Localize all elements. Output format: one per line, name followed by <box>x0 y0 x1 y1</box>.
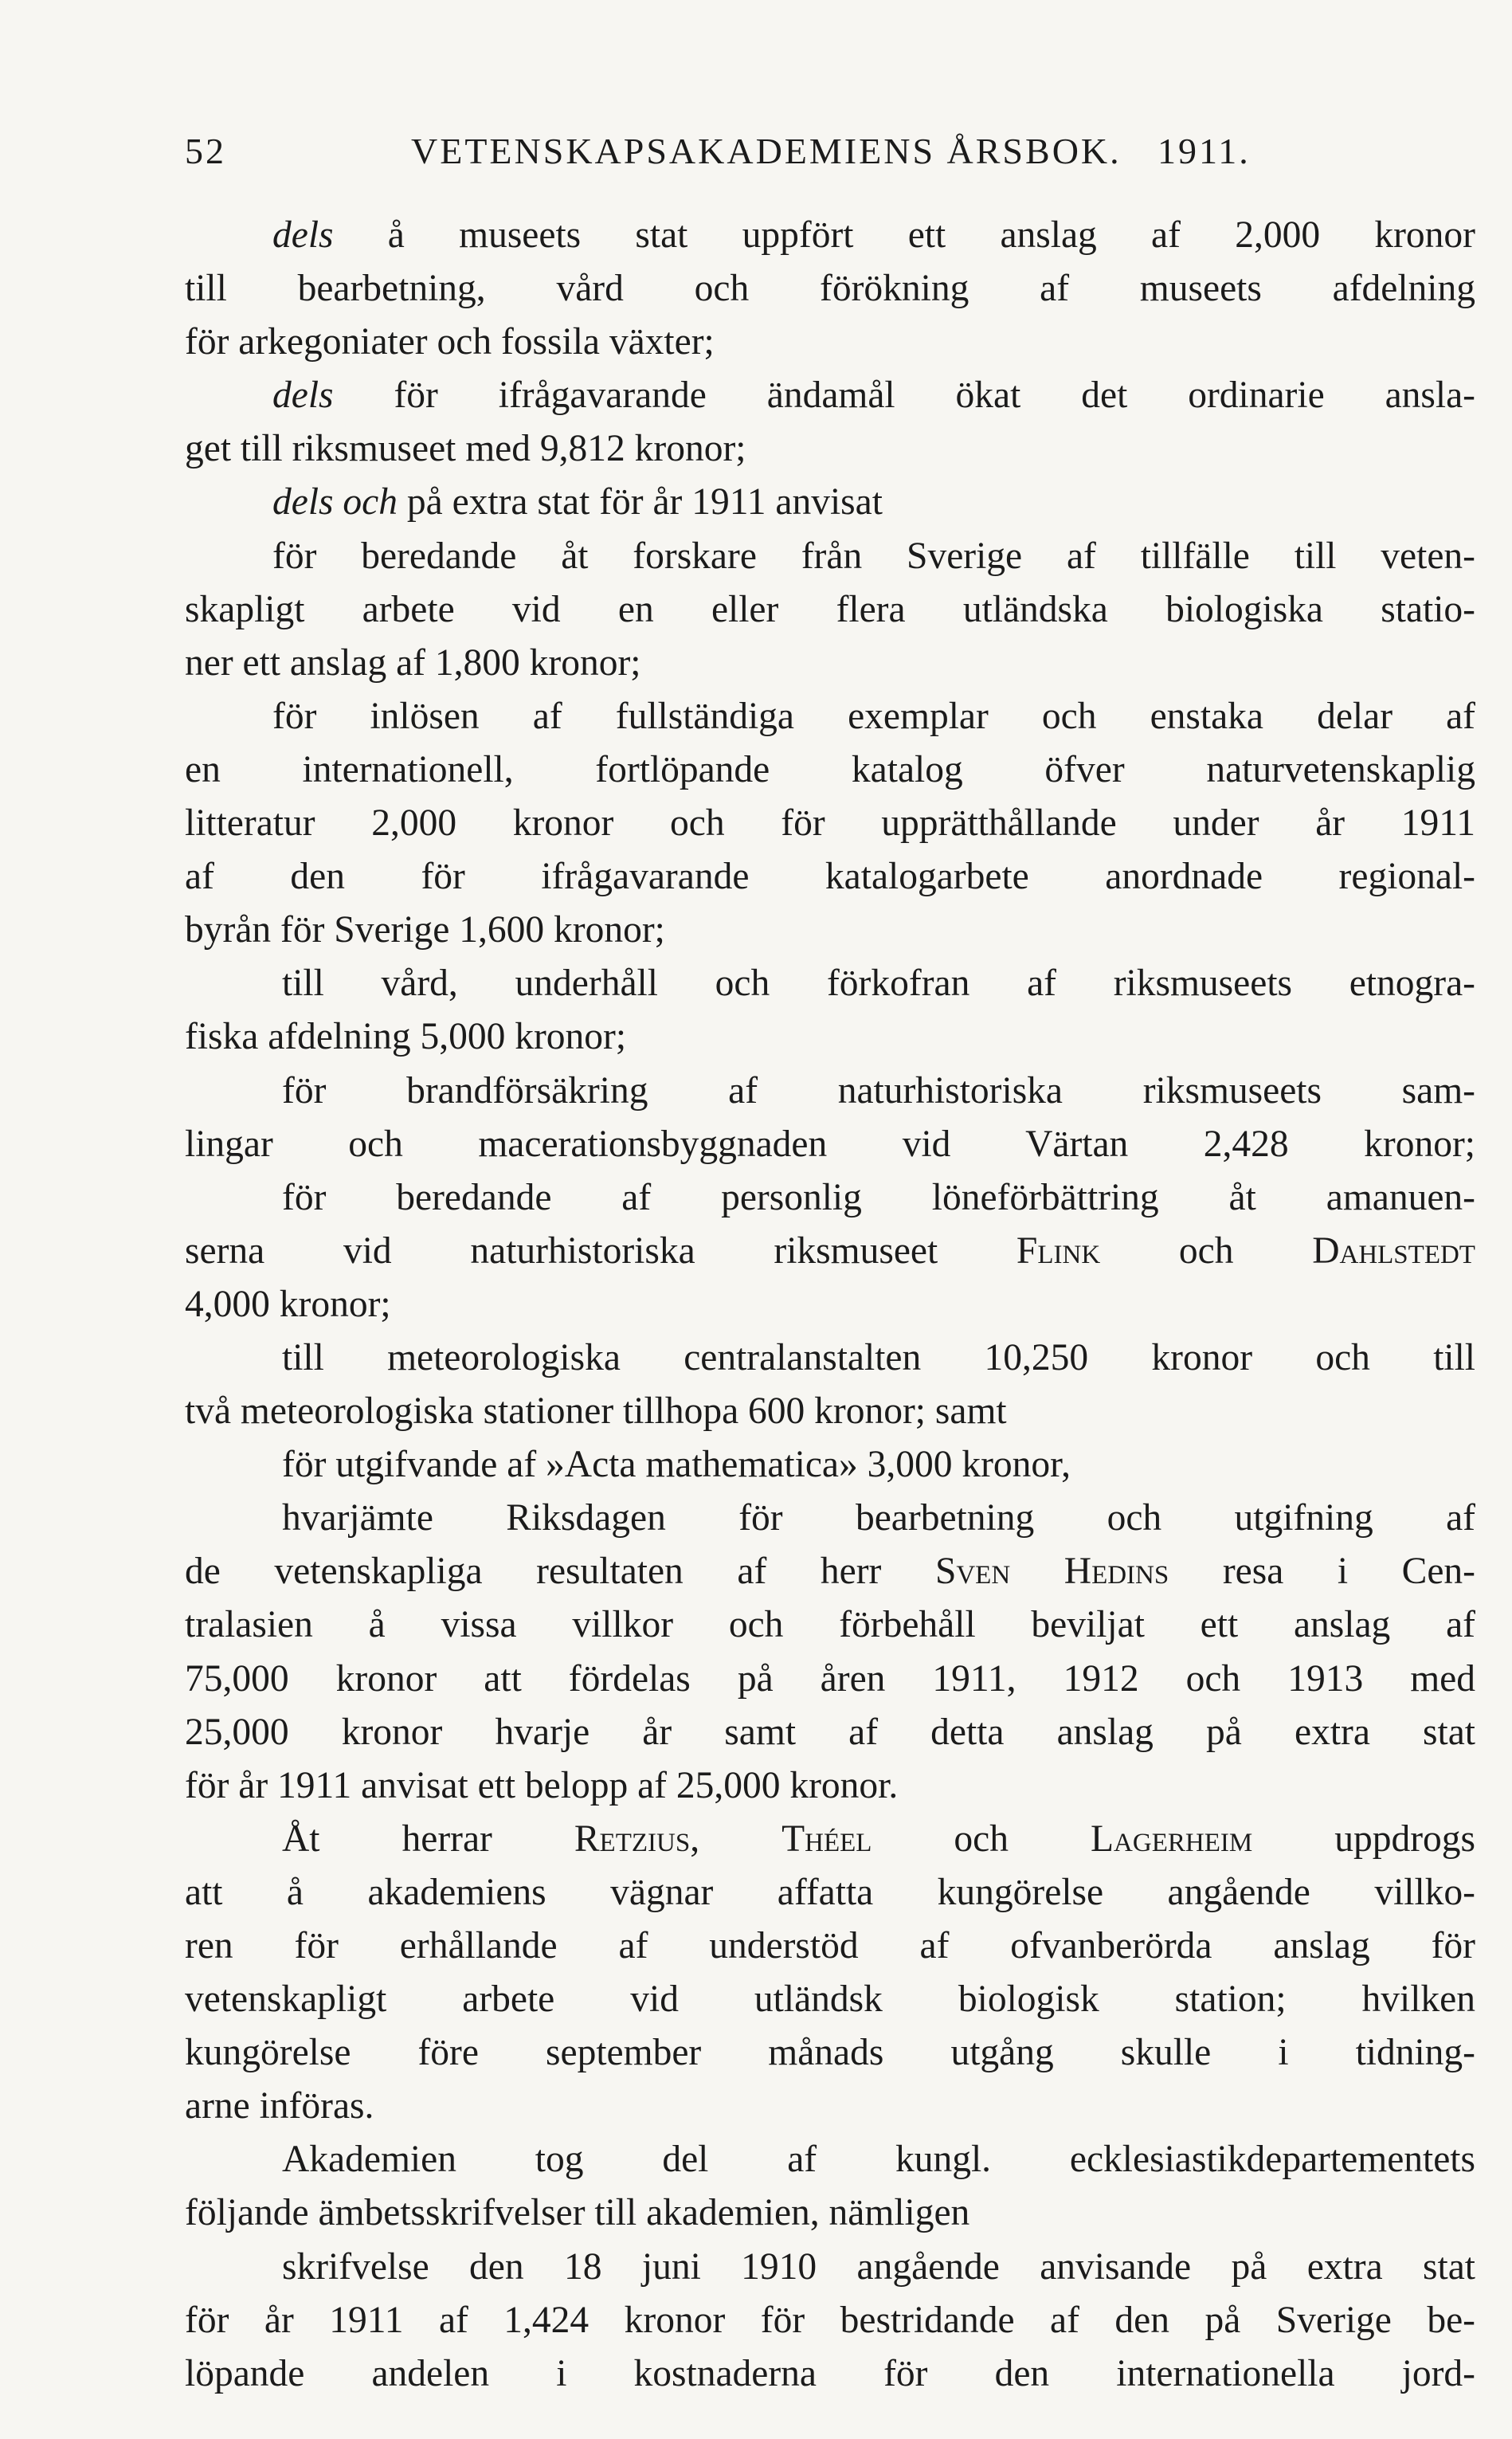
text-line: serna vid naturhistoriska riksmuseet Flink och Dahlstedt <box>185 1229 1475 1272</box>
text-line: en internationell, fortlöpande katalog öfver naturvetenskaplig <box>185 748 1475 790</box>
text-line: följande ämbetsskrifvelser till akademien, nämligen <box>185 2192 970 2234</box>
text-line: skapligt arbete vid en eller flera utländska biologiska statio- <box>185 588 1475 630</box>
text-line: 4,000 kronor; <box>185 1283 391 1325</box>
text-line: för utgifvande af »Acta mathematica» 3,000 kronor, <box>282 1444 1071 1486</box>
text-line: för beredande af personlig löneförbättring åt amanuen- <box>282 1176 1475 1218</box>
text-line: till vård, underhåll och förkofran af riksmuseets etnogra- <box>282 963 1475 1005</box>
text-line: 25,000 kronor hvarje år samt af detta anslag på extra stat <box>185 1711 1475 1753</box>
text-line: dels och på extra stat för år 1911 anvisat <box>272 481 883 523</box>
text-line: löpande andelen i kostnaderna för den internationella jord- <box>185 2352 1475 2394</box>
text-line: de vetenskapliga resultaten af herr Sven Hedins resa i Cen- <box>185 1551 1475 1593</box>
page-number: 52 <box>185 131 226 171</box>
running-title: VETENSKAPSAKADEMIENS ÅRSBOK. <box>411 131 1122 171</box>
text-line: Åt herrar Retzius, Théel och Lagerheim uppdrogs <box>282 1817 1475 1860</box>
body-text <box>185 209 1475 2401</box>
text-line: för inlösen af fullständiga exemplar och enstaka delar af <box>272 695 1475 737</box>
text-line: till meteorologiska centralanstalten 10,250 kronor och till <box>282 1336 1475 1378</box>
text-line: för arkegoniater och fossila växter; <box>185 321 715 363</box>
text-line: fiska afdelning 5,000 kronor; <box>185 1016 627 1058</box>
text-line: lingar och macerationsbyggnaden vid Värtan 2,428 kronor; <box>185 1123 1475 1165</box>
text-line: dels för ifrågavarande ändamål ökat det ordinarie ansla- <box>272 374 1475 417</box>
text-line: ner ett anslag af 1,800 kronor; <box>185 641 641 684</box>
text-line: arne införas. <box>185 2085 374 2127</box>
text-line: litteratur 2,000 kronor och för upprätthållande under år 1911 <box>185 802 1475 845</box>
text-line: tralasien å vissa villkor och förbehåll beviljat ett anslag af <box>185 1604 1475 1646</box>
text-line: kungörelse före september månads utgång skulle i tidning- <box>185 2032 1475 2074</box>
text-line: byrån för Sverige 1,600 kronor; <box>185 909 665 951</box>
text-line: vetenskapligt arbete vid utländsk biologisk station; hvilken <box>185 1978 1475 2021</box>
text-line: hvarjämte Riksdagen för bearbetning och utgifning af <box>282 1497 1475 1539</box>
text-line: att å akademiens vägnar affatta kungörelse angående villko- <box>185 1871 1475 1913</box>
text-line: till bearbetning, vård och förökning af museets afdelning <box>185 268 1475 310</box>
text-line: två meteorologiska stationer tillhopa 600 kronor; samt <box>185 1390 1007 1433</box>
text-line: skrifvelse den 18 juni 1910 angående anvisande på extra stat <box>282 2245 1475 2288</box>
text-line: för år 1911 anvisat ett belopp af 25,000 kronor. <box>185 1764 899 1806</box>
text-line: för beredande åt forskare från Sverige af tillfälle till veten- <box>272 535 1475 577</box>
text-line: dels å museets stat uppfört ett anslag af 2,000 kronor <box>272 214 1475 256</box>
text-line: af den för ifrågavarande katalogarbete anordnade regional- <box>185 856 1475 898</box>
text-line: för år 1911 af 1,424 kronor för bestridande af den på Sverige be- <box>185 2299 1475 2341</box>
text-line: 75,000 kronor att fördelas på åren 1911, 1912 och 1913 med <box>185 1657 1475 1700</box>
text-line: Akademien tog del af kungl. ecklesiastikdepartementets <box>282 2139 1475 2181</box>
text-line: för brandförsäkring af naturhistoriska riksmuseets sam- <box>282 1069 1475 1112</box>
text-line: get till riksmuseet med 9,812 kronor; <box>185 428 746 470</box>
running-year: 1911. <box>1158 131 1251 171</box>
text-line: ren för erhållande af understöd af ofvanberörda anslag för <box>185 1925 1475 1966</box>
